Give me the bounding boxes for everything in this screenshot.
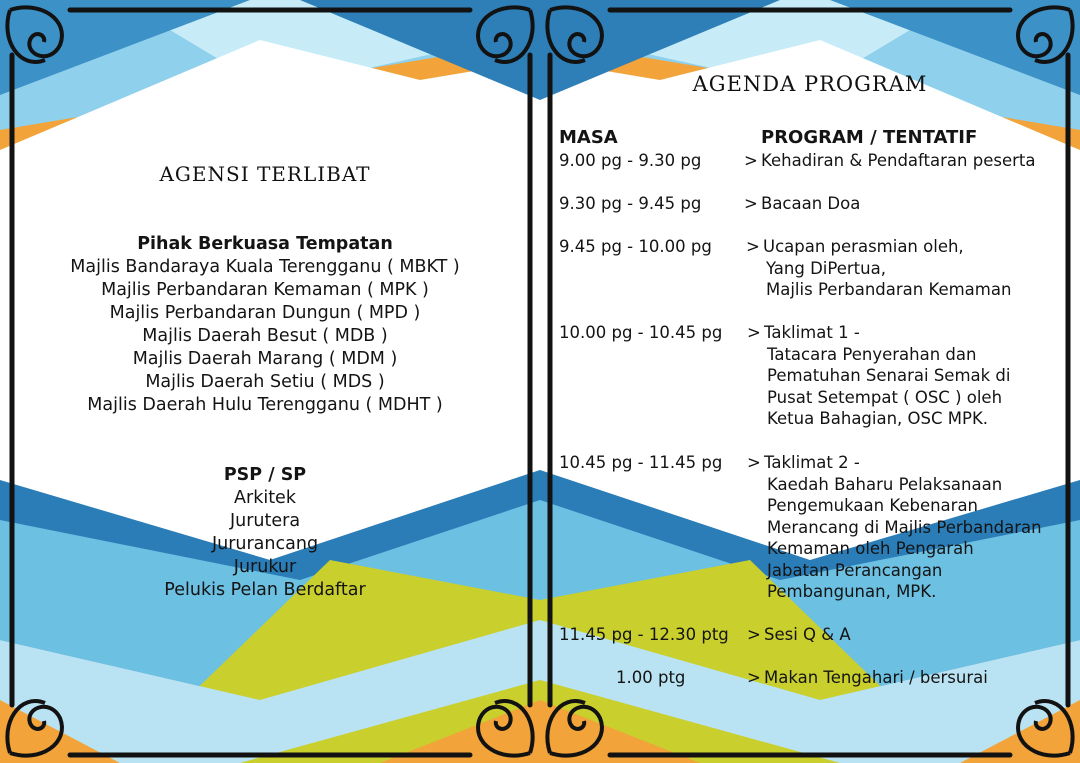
program-line: Kemaman oleh Pengarah	[767, 539, 974, 558]
program-line: Jabatan Perancangan	[767, 560, 943, 580]
right-page	[540, 0, 1080, 763]
program-line: Bacaan Doa	[761, 194, 861, 213]
arrow-marker: >	[747, 323, 761, 342]
column-header-program: PROGRAM / TENTATIF	[761, 127, 978, 148]
profession-item: Jurukur	[233, 557, 297, 577]
agenda-program	[744, 150, 1074, 172]
program-line: Sesi Q & A	[764, 625, 851, 644]
agenda-program	[747, 322, 1077, 430]
agenda-time: 9.30 pg - 9.45 pg	[559, 194, 702, 213]
agency-item: Majlis Perbandaran Dungun ( MPD )	[109, 303, 421, 323]
pbt-heading: Pihak Berkuasa Tempatan	[137, 234, 393, 254]
program-line: Tatacara Penyerahan dan	[767, 344, 977, 364]
agency-item: Majlis Perbandaran Kemaman ( MPK )	[101, 280, 429, 300]
agenda-time: 10.45 pg - 11.45 pg	[559, 453, 723, 472]
program-line: Kaedah Baharu Pelaksanaan	[767, 474, 1003, 494]
psp-section	[0, 464, 530, 602]
agency-item: Majlis Bandaraya Kuala Terengganu ( MBKT )	[70, 257, 460, 277]
agenda-program	[744, 193, 1074, 215]
profession-item: Pelukis Pelan Berdaftar	[164, 580, 366, 600]
agency-item: Majlis Daerah Setiu ( MDS )	[145, 372, 385, 392]
agenda-program	[747, 667, 1077, 689]
profession-item: Jurutera	[229, 511, 301, 531]
program-line: Merancang di Majlis Perbandaran	[767, 517, 1042, 537]
program-line: Makan Tengahari / bersurai	[764, 668, 988, 687]
agenda-program	[747, 452, 1077, 603]
agenda-program	[747, 624, 1077, 646]
program-line: Ketua Bahagian, OSC MPK.	[767, 409, 989, 428]
program-line: Pematuhan Senarai Semak di	[767, 366, 1011, 385]
column-header-masa: MASA	[559, 127, 618, 148]
program-line: Majlis Perbandaran Kemaman	[766, 280, 1012, 299]
arrow-marker: >	[747, 668, 761, 687]
agenda-program	[746, 236, 1076, 301]
profession-item: Arkitek	[234, 488, 296, 508]
arrow-marker: >	[744, 151, 758, 170]
agenda-time: 1.00 ptg	[616, 668, 686, 687]
psp-heading: PSP / SP	[223, 465, 307, 485]
program-line: Pusat Setempat ( OSC ) oleh	[767, 387, 1003, 407]
program-line: Taklimat 2 -	[764, 453, 860, 472]
program-line: Ucapan perasmian oleh,	[763, 237, 964, 256]
agenda-time: 9.45 pg - 10.00 pg	[559, 237, 712, 256]
arrow-marker: >	[747, 625, 761, 644]
agency-item: Majlis Daerah Hulu Terengganu ( MDHT )	[87, 395, 443, 415]
program-line: Taklimat 1 -	[764, 323, 860, 342]
profession-item: Jururancang	[211, 534, 319, 554]
agency-item: Majlis Daerah Marang ( MDM )	[132, 349, 398, 369]
program-line: Yang DiPertua,	[766, 258, 886, 278]
arrow-marker: >	[747, 453, 761, 472]
agenda-time: 9.00 pg - 9.30 pg	[559, 151, 702, 170]
program-line: Pembangunan, MPK.	[767, 582, 937, 601]
arrow-marker: >	[746, 237, 760, 256]
arrow-marker: >	[744, 194, 758, 213]
agensi-title: AGENSI TERLIBAT	[159, 162, 371, 186]
program-line: Pengemukaan Kebenaran	[767, 496, 979, 515]
pbt-section	[0, 233, 530, 417]
agenda-time: 11.45 pg - 12.30 ptg	[559, 625, 729, 644]
agenda-title: AGENDA PROGRAM	[692, 72, 928, 96]
program-line: Kehadiran & Pendaftaran peserta	[761, 151, 1036, 170]
agenda-time: 10.00 pg - 10.45 pg	[559, 323, 723, 342]
agency-item: Majlis Daerah Besut ( MDB )	[142, 326, 388, 346]
